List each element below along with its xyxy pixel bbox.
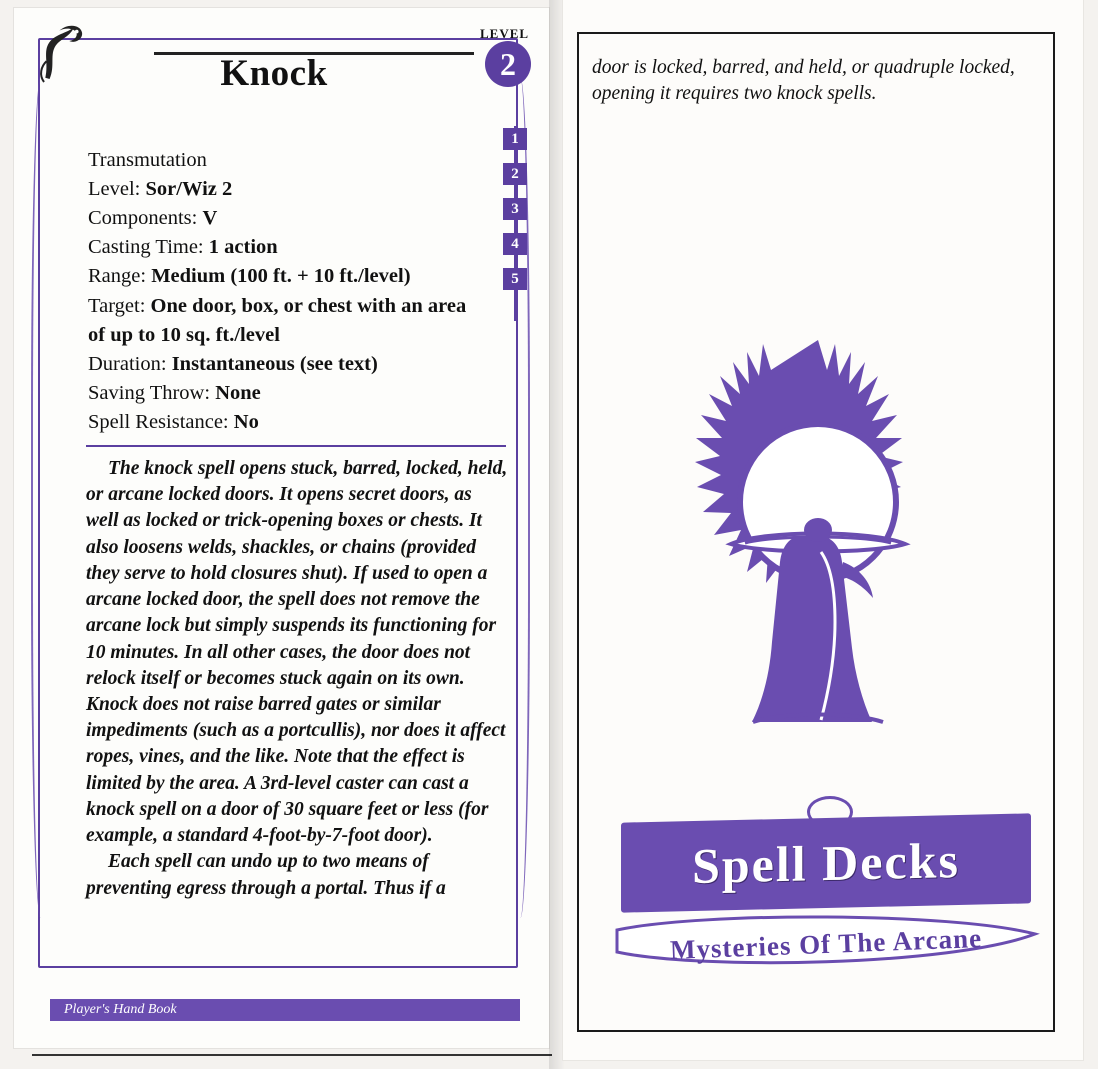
level-track-item: 4: [503, 233, 527, 255]
stat-row-saving-throw: [88, 379, 488, 408]
spell-card-back: [563, 0, 1083, 1060]
stat-value: None: [215, 381, 261, 404]
stat-label: Components:: [88, 207, 198, 230]
level-label: LEVEL: [480, 26, 530, 41]
stat-label: Duration:: [88, 352, 167, 375]
stat-row-spell-resistance: [88, 408, 488, 437]
stat-value: Sor/Wiz 2: [145, 178, 233, 201]
stat-value: One door, box, or chest with an area of up to 10 sq. ft./level: [88, 294, 467, 346]
level-badge: 2: [485, 41, 531, 87]
stat-label: Saving Throw:: [88, 381, 211, 404]
source-footer-label: Player's Hand Book: [64, 1002, 177, 1017]
stat-label: Casting Time:: [88, 236, 204, 259]
spell-stats-block: [88, 146, 488, 437]
spell-card-front: [14, 8, 549, 1048]
stat-value: 1 action: [208, 236, 278, 259]
stat-value: Transmutation: [88, 149, 207, 171]
stat-row-duration: [88, 350, 488, 379]
continued-description: door is locked, barred, and held, or quadruple locked, opening it requires two knock spells.: [592, 57, 1015, 105]
stat-value: No: [233, 410, 259, 433]
description-paragraph-2: Each spell can undo up to two means of preventing egress through a portal. Thus if a: [86, 851, 446, 899]
section-divider: [86, 445, 506, 447]
mage-casting-before-sun-icon: [693, 330, 943, 750]
level-track-item: 1: [503, 128, 527, 150]
source-footer-bar: [50, 999, 520, 1021]
spell-decks-logo: [611, 790, 1041, 1005]
stat-row-level: [88, 175, 488, 204]
description-paragraph-1: The knock spell opens stuck, barred, locked, held, or arcane locked doors. It opens secret doors, as well as locked or trick-opening boxes or chests. It also loosens welds, shackles, or chains (provided they serve to hold closures shut). If used to open a arcane locked door, the spell does not remove the arcane lock but simply suspends its functioning for 10 minutes. In all other cases, the door does not relock itself or becomes stuck again on its own. Knock does not raise barred gates or similar impediments (such as a portcullis), nor does it affect ropes, vines, and the like. Note that the effect is limited by the area. A 3rd-level caster can cast a knock spell on a door of 30 square feet or less (for example, a standard 4-foot-by-7-foot door).: [86, 458, 508, 847]
spell-description: [86, 456, 508, 902]
stat-row-school: [88, 146, 488, 175]
stat-label: Target:: [88, 294, 146, 317]
stat-label: Range:: [88, 265, 147, 288]
stat-row-components: [88, 204, 488, 233]
level-track-item: 5: [503, 268, 527, 290]
stat-value: Instantaneous (see text): [171, 352, 378, 375]
stat-value: Medium (100 ft. + 10 ft./level): [151, 265, 411, 288]
logo-title: Spell Decks: [692, 831, 960, 895]
footer-rule: [32, 1054, 552, 1056]
stat-row-target: [88, 292, 488, 350]
stat-row-range: [88, 262, 488, 291]
stat-value: V: [202, 207, 218, 230]
stat-row-casting-time: [88, 233, 488, 262]
level-track-item: 2: [503, 163, 527, 185]
level-track-item: 3: [503, 198, 527, 220]
logo-subtitle: Mysteries Of The Arcane: [669, 923, 983, 965]
stat-label: Spell Resistance:: [88, 410, 229, 433]
level-track: [503, 128, 527, 290]
stat-label: Level:: [88, 178, 141, 201]
page-title: Knock: [220, 53, 328, 94]
